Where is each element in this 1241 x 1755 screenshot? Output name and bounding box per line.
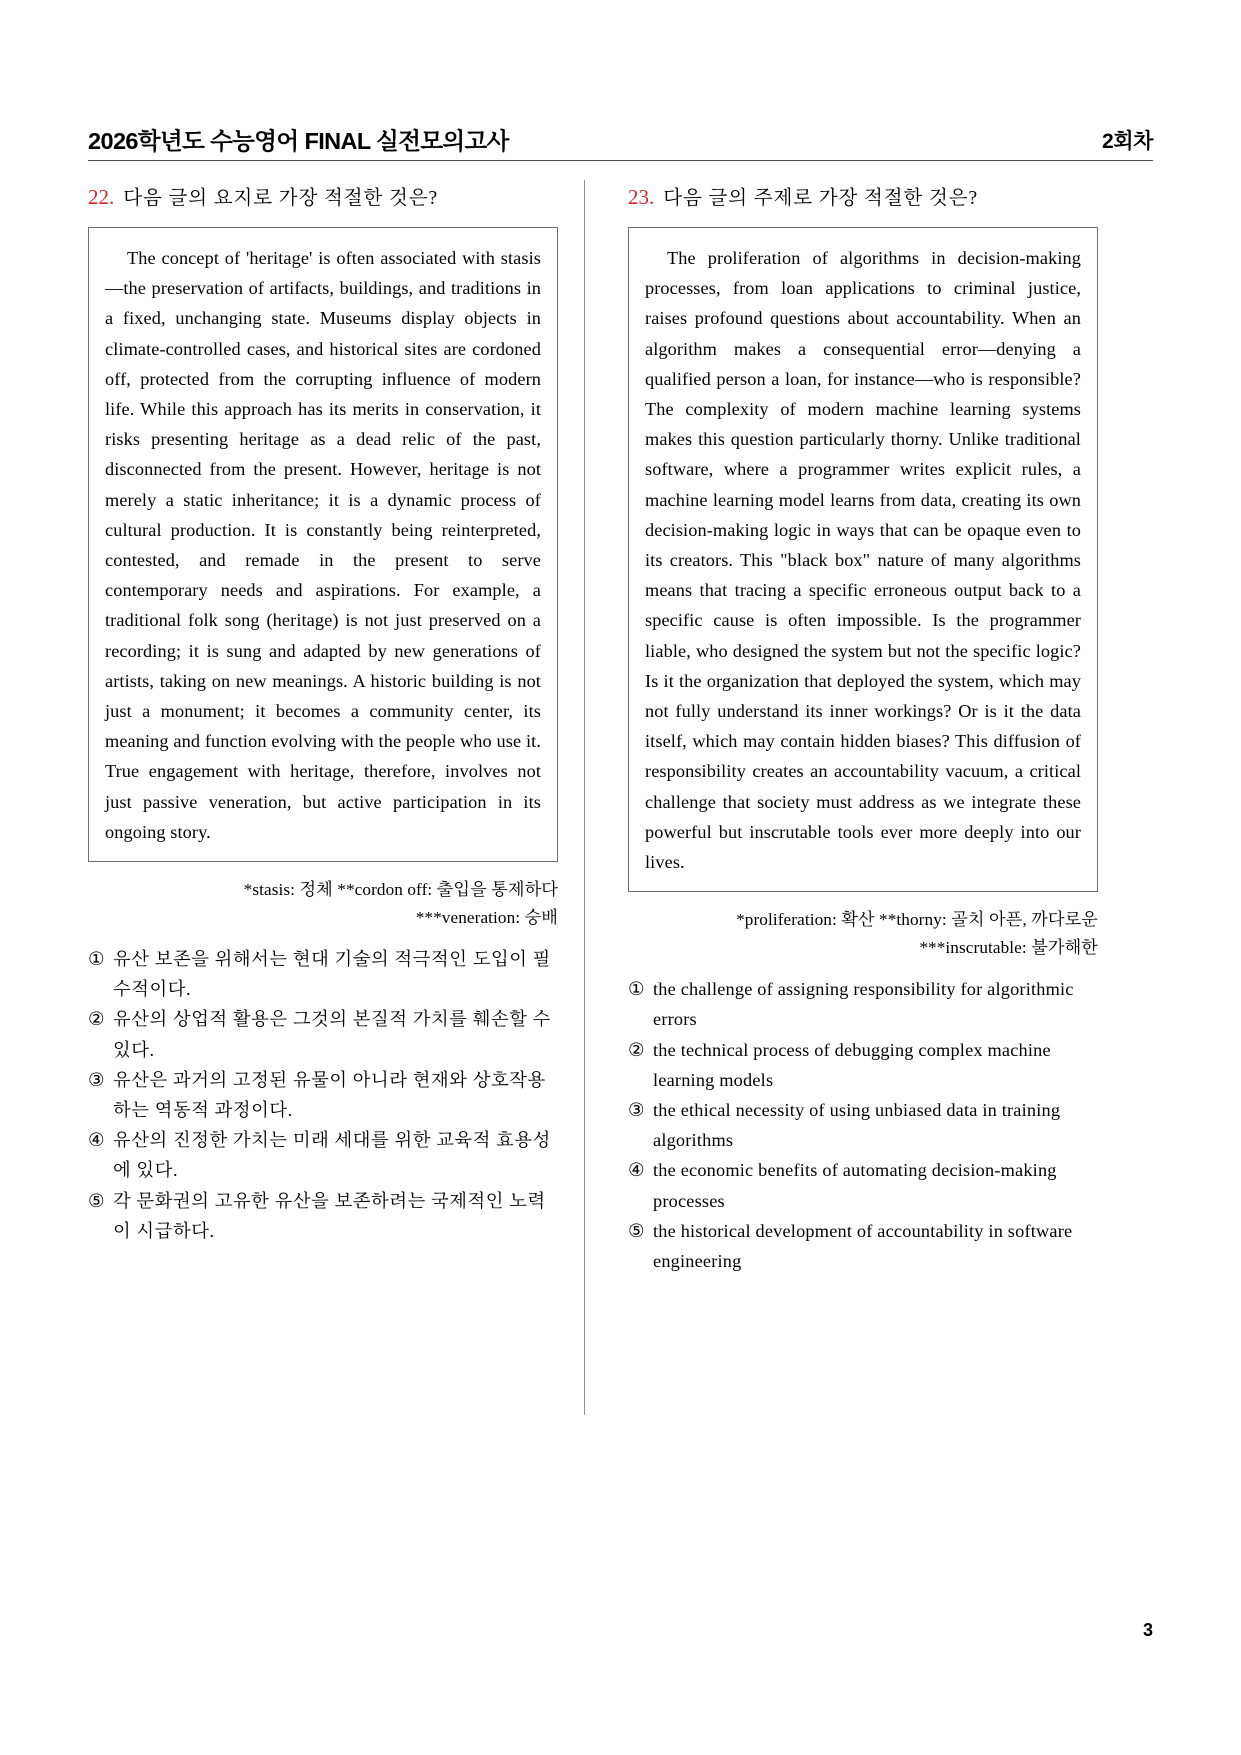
question-23-choice-5[interactable] — [628, 1216, 1098, 1276]
question-23-choice-4[interactable] — [628, 1155, 1098, 1215]
exam-round: 2회차 — [1101, 130, 1153, 153]
choice-marker: ⑤ — [628, 1220, 645, 1241]
choice-marker: ① — [628, 979, 645, 1000]
choice-marker: ③ — [628, 1100, 645, 1121]
question-23-choices — [628, 974, 1098, 1276]
choice-label: the technical process of debugging complex machine learning models — [653, 1039, 1051, 1090]
question-23-header — [628, 182, 1098, 210]
question-23-choice-2[interactable] — [628, 1035, 1098, 1095]
question-22-footnote-1: *stasis: 정체 **cordon off: 출입을 통제하다 — [243, 880, 558, 900]
question-22-number: 22. — [88, 185, 115, 209]
question-22-header — [88, 182, 558, 210]
question-22-passage-box — [88, 227, 558, 862]
page-number: 3 — [1142, 1620, 1153, 1640]
question-23-choice-1[interactable] — [628, 974, 1098, 1034]
question-22-footnotes — [88, 876, 558, 932]
page-header — [88, 122, 1153, 156]
question-23-number: 23. — [628, 185, 655, 209]
choice-label: 유산은 과거의 고정된 유물이 아니라 현재와 상호작용하는 역동적 과정이다. — [113, 1069, 546, 1121]
choice-label: 각 문화권의 고유한 유산을 보존하려는 국제적인 노력이 시급하다. — [113, 1190, 546, 1241]
choice-marker: ⑤ — [88, 1190, 105, 1211]
header-divider-rule — [88, 160, 1153, 161]
choice-marker: ① — [88, 949, 105, 970]
question-22-choice-3[interactable] — [88, 1065, 558, 1125]
choice-label: 유산의 상업적 활용은 그것의 본질적 가치를 훼손할 수 있다. — [113, 1009, 551, 1060]
question-22-footnote-2: ***veneration: 숭배 — [415, 908, 558, 928]
question-22-prompt: 다음 글의 요지로 가장 적절한 것은? — [123, 188, 438, 209]
question-23-footnote-1: *proliferation: 확산 **thorny: 골치 아픈, 까다로운 — [736, 910, 1098, 930]
question-22-passage-text: The concept of 'heritage' is often associated with stasis—the preservation of artifacts, buildings, and traditions in a fixed, unchanging state. Museums display objects in climate-controlled cases, and historical sites are cordoned off, protected from the corrupting influence of modern life. While this approach has its merits in conservation, it risks presenting heritage as a dead relic of the past, disconnected from the present. However, heritage is not merely a static inheritance; it is a dynamic process of cultural production. It is constantly being reinterpreted, contested, and remade in the present to serve contemporary needs and aspirations. For example, a traditional folk song (heritage) is not just preserved on a recording; it is sung and adapted by new generations of artists, taking on new meanings. A historic building is not just a monument; it becomes a community center, its meaning and function evolving with the people who use it. True engagement with heritage, therefore, involves not just passive veneration, but active participation in its ongoing story. — [105, 248, 541, 842]
left-column — [88, 182, 558, 1246]
question-22-choice-5[interactable] — [88, 1186, 558, 1246]
question-23-footnote-2: ***inscrutable: 불가해한 — [919, 938, 1098, 958]
question-23-prompt: 다음 글의 주제로 가장 적절한 것은? — [663, 188, 978, 209]
choice-label: 유산 보존을 위해서는 현대 기술의 적극적인 도입이 필수적이다. — [113, 949, 551, 1000]
choice-label: the ethical necessity of using unbiased data in training algorithms — [653, 1100, 1061, 1151]
choice-marker: ④ — [628, 1160, 645, 1181]
column-divider — [584, 180, 585, 1415]
right-column — [628, 182, 1098, 1276]
choice-label: the challenge of assigning responsibility for algorithmic errors — [653, 979, 1074, 1030]
question-22-choice-2[interactable] — [88, 1004, 558, 1064]
question-23-footnotes — [628, 906, 1098, 962]
question-22-choice-1[interactable] — [88, 944, 558, 1004]
choice-marker: ② — [88, 1009, 105, 1030]
choice-label: 유산의 진정한 가치는 미래 세대를 위한 교육적 효용성에 있다. — [113, 1130, 551, 1181]
question-23-choice-3[interactable] — [628, 1095, 1098, 1155]
choice-label: the economic benefits of automating decision-making processes — [653, 1160, 1057, 1211]
question-23-passage-text: The proliferation of algorithms in decision-making processes, from loan applications to criminal justice, raises profound questions about accountability. When an algorithm makes a consequential error—denying a qualified person a loan, for instance—who is responsible? The complexity of modern machine learning systems makes this question particularly thorny. Unlike traditional software, where a programmer writes explicit rules, a machine learning model learns from data, creating its own decision-making logic in ways that can be opaque even to its creators. This "black box" nature of many algorithms means that tracing a specific erroneous output back to a specific cause is often impossible. Is the programmer liable, who designed the system but not the specific logic? Is it the organization that deployed the system, which may not fully understand its inner workings? Or is it the data itself, which may contain hidden biases? This diffusion of responsibility creates an accountability vacuum, a critical challenge that society must address as we integrate these powerful but inscrutable tools ever more deeply into our lives. — [645, 248, 1081, 873]
exam-title: 2026학년도 수능영어 FINAL 실전모의고사 — [88, 128, 509, 154]
choice-label: the historical development of accountability in software engineering — [653, 1220, 1073, 1272]
question-22-choices — [88, 944, 558, 1246]
choice-marker: ③ — [88, 1069, 105, 1090]
choice-marker: ④ — [88, 1130, 105, 1151]
question-23-passage-box — [628, 227, 1098, 892]
choice-marker: ② — [628, 1039, 645, 1060]
question-22-choice-4[interactable] — [88, 1125, 558, 1185]
